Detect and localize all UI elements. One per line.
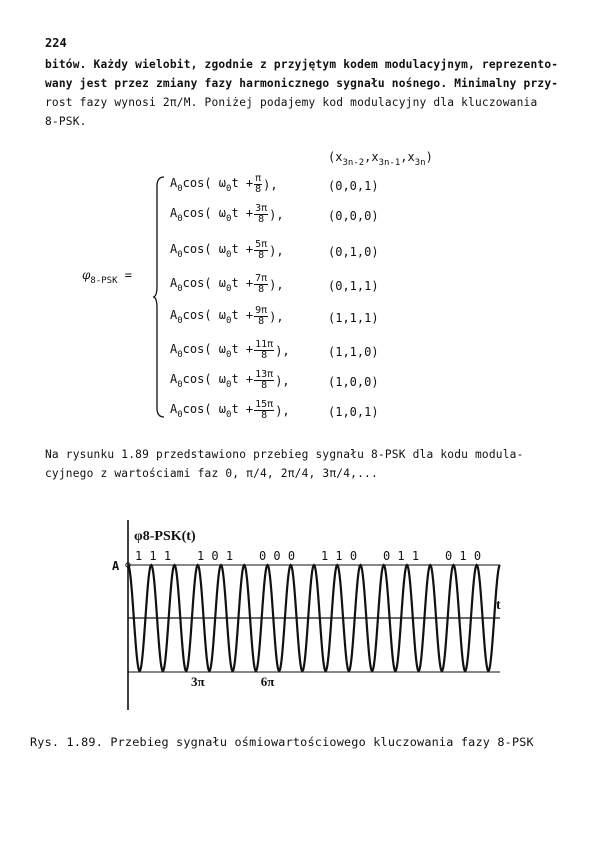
formula-row	[170, 240, 284, 266]
intro-line-1: bitów. Każdy wielobit, zgodnie z przyjętym kodem modulacyjnym, reprezento-	[45, 58, 559, 71]
phase-fraction	[254, 370, 274, 391]
fraction-numerator: 9π	[255, 305, 268, 316]
formula-row	[170, 340, 290, 366]
intro-paragraph	[45, 55, 575, 131]
bit-code: (1,1,1)	[328, 311, 379, 325]
bit-group-label: 1 1 1	[134, 549, 172, 563]
formula-expression: $A_0\cos$( $\omega_0t$ +	[170, 307, 254, 326]
formula-expression: $A_0\cos$( $\omega_0t$ +	[170, 241, 254, 260]
bit-group-label: 0 1 1	[382, 549, 420, 563]
chart-title: φ8-PSK(t)	[134, 529, 196, 544]
fraction-denominator: 8	[255, 184, 262, 195]
fraction-numerator: 13π	[255, 369, 274, 380]
phase-fraction	[254, 204, 268, 225]
phase-fraction	[254, 340, 274, 361]
formula-close: ),	[269, 309, 284, 324]
phase-fraction	[254, 274, 268, 295]
bit-code: (1,0,1)	[328, 405, 379, 419]
bit-code: (0,0,0)	[328, 209, 379, 223]
fraction-denominator: 8	[261, 350, 268, 361]
phase-fraction	[254, 306, 268, 327]
x-tick-label: 3π	[190, 674, 205, 689]
paragraph-2-line-1: Na rysunku 1.89 przedstawiono przebieg sygnału 8-PSK dla kodu modula-	[45, 448, 524, 461]
formula-row	[170, 400, 290, 426]
fraction-denominator: 8	[258, 316, 265, 327]
formula-row	[170, 370, 290, 396]
formula-expression: $A_0\cos$( $\omega_0t$ +	[170, 175, 254, 194]
bit-code: (0,1,1)	[328, 279, 379, 293]
bit-code: (0,1,0)	[328, 245, 379, 259]
formula-close: ),	[275, 343, 290, 358]
fraction-numerator: 15π	[255, 399, 274, 410]
intro-line-2: wany jest przez zmiany fazy harmonicznego sygnału nośnego. Minimalny przy-	[45, 77, 559, 90]
formula-expression: $A_0\cos$( $\omega_0t$ +	[170, 341, 254, 360]
bit-code: (1,0,0)	[328, 375, 379, 389]
bit-code: (1,1,0)	[328, 345, 379, 359]
psk-waveform-chart	[110, 520, 510, 710]
fraction-denominator: 8	[261, 380, 268, 391]
phase-fraction	[254, 400, 274, 421]
formula-close: ),	[269, 207, 284, 222]
formula-close: ),	[275, 373, 290, 388]
phi-lhs: $\varphi_{8-PSK}$ =	[82, 268, 132, 286]
figure-caption: Rys. 1.89. Przebieg sygnału ośmiowartościowego kluczowania fazy 8-PSK	[30, 735, 534, 749]
intro-line-3: rost fazy wynosi 2π/M. Poniżej podajemy kod modulacyjny dla kluczowania	[45, 96, 538, 109]
y-axis-label: A	[112, 559, 120, 573]
bit-code: (0,0,1)	[328, 179, 379, 193]
phase-fraction	[254, 240, 268, 261]
paragraph-2	[45, 445, 585, 483]
page-number: 224	[45, 36, 67, 50]
bit-group-label: 1 0 1	[196, 549, 234, 563]
left-brace	[152, 176, 166, 418]
code-header: $(x_{3n-2},x_{3n-1},x_{3n})$	[328, 150, 433, 168]
formula-close: ),	[275, 403, 290, 418]
fraction-numerator: 7π	[255, 273, 268, 284]
formula-row	[170, 204, 284, 230]
bit-group-label: 0 0 0	[258, 549, 296, 563]
bit-group-label: 1 1 0	[320, 549, 358, 563]
formula-close: ),	[263, 177, 278, 192]
bit-group-label: 0 1 0	[444, 549, 482, 563]
formula-row	[170, 174, 278, 200]
formula-row	[170, 306, 284, 332]
fraction-denominator: 8	[261, 410, 268, 421]
formula-expression: $A_0\cos$( $\omega_0t$ +	[170, 401, 254, 420]
formula-expression: $A_0\cos$( $\omega_0t$ +	[170, 275, 254, 294]
x-tick-label: 6π	[260, 674, 275, 689]
fraction-denominator: 8	[258, 214, 265, 225]
fraction-numerator: π	[255, 173, 262, 184]
formula-close: ),	[269, 243, 284, 258]
formula-close: ),	[269, 277, 284, 292]
fraction-denominator: 8	[258, 250, 265, 261]
formula-row	[170, 274, 284, 300]
fraction-numerator: 5π	[255, 239, 268, 250]
phase-fraction	[254, 174, 262, 195]
formula-expression: $A_0\cos$( $\omega_0t$ +	[170, 205, 254, 224]
formula-expression: $A_0\cos$( $\omega_0t$ +	[170, 371, 254, 390]
x-axis-label: t	[496, 598, 501, 613]
fraction-numerator: 3π	[255, 203, 268, 214]
fraction-numerator: 11π	[255, 339, 274, 350]
paragraph-2-line-2: cyjnego z wartościami faz 0, π/4, 2π/4, 3π/4,...	[45, 467, 378, 480]
fraction-denominator: 8	[258, 284, 265, 295]
intro-line-4: 8-PSK.	[45, 115, 87, 128]
